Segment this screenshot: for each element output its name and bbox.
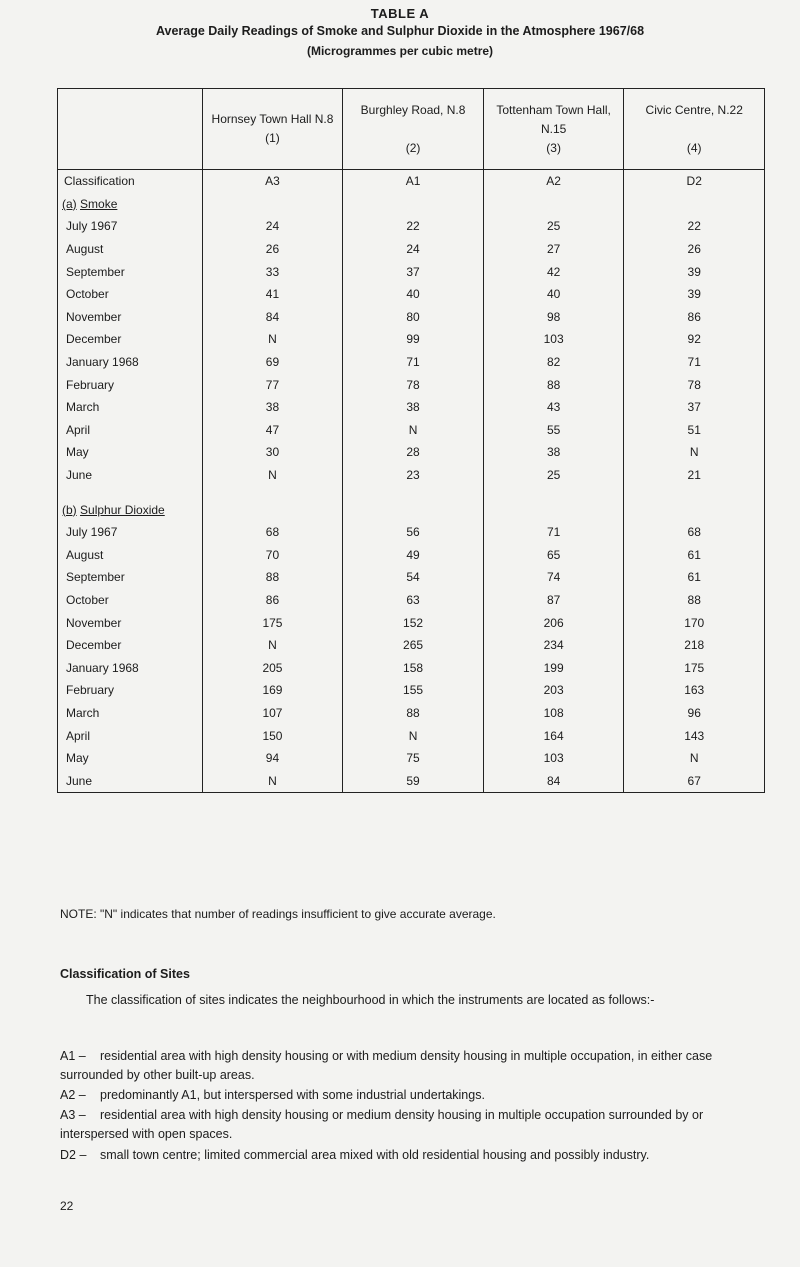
reading-cell: 38	[343, 396, 484, 419]
reading-cell: 40	[343, 283, 484, 306]
column-header: Burghley Road, N.8 (2)	[343, 89, 484, 170]
reading-cell: 78	[624, 373, 765, 396]
reading-cell: 170	[624, 611, 765, 634]
reading-cell: 22	[624, 215, 765, 238]
reading-cell: 75	[343, 747, 484, 770]
reading-cell: N	[343, 419, 484, 442]
reading-cell: 24	[202, 215, 343, 238]
reading-cell: 37	[624, 396, 765, 419]
reading-cell: 61	[624, 544, 765, 567]
reading-cell: 150	[202, 724, 343, 747]
reading-cell: N	[343, 724, 484, 747]
reading-cell: 28	[343, 441, 484, 464]
reading-cell: 234	[483, 634, 624, 657]
reading-cell: 59	[343, 769, 484, 792]
reading-cell: 78	[343, 373, 484, 396]
reading-cell: 218	[624, 634, 765, 657]
month-label: December	[66, 638, 122, 653]
reading-cell: 39	[624, 283, 765, 306]
section-label	[58, 193, 203, 216]
section-prefix: (b)	[62, 502, 77, 517]
definition-key: A2 –	[60, 1088, 86, 1102]
reading-cell: N	[202, 464, 343, 487]
month-label: November	[66, 309, 122, 324]
table-row	[58, 283, 765, 306]
reading-cell: 155	[343, 679, 484, 702]
classification-label: Classification	[58, 170, 203, 193]
reading-cell: 143	[624, 724, 765, 747]
table-row	[58, 611, 765, 634]
column-header: Hornsey Town Hall N.8 (1)	[202, 89, 343, 170]
month-label: February	[66, 377, 115, 392]
reading-cell: 77	[202, 373, 343, 396]
reading-cell: 103	[483, 747, 624, 770]
reading-cell: 51	[624, 419, 765, 442]
month-label: September	[66, 570, 125, 585]
reading-cell: 30	[202, 441, 343, 464]
reading-cell: 24	[343, 238, 484, 261]
reading-cell: 42	[483, 260, 624, 283]
table-title: TABLE A	[370, 6, 430, 21]
reading-cell: 98	[483, 306, 624, 329]
month-label: March	[66, 705, 100, 720]
column-header: Civic Centre, N.22 (4)	[624, 89, 765, 170]
reading-cell: 164	[483, 724, 624, 747]
table-row	[58, 351, 765, 374]
month-label: December	[66, 332, 122, 347]
section-title: Smoke	[80, 196, 118, 211]
reading-cell: 71	[624, 351, 765, 374]
definition-d2	[60, 1146, 770, 1165]
table-row	[58, 702, 765, 725]
reading-cell: 27	[483, 238, 624, 261]
definition-key: A3 –	[60, 1108, 86, 1122]
classification-row	[58, 170, 765, 193]
table-row	[58, 260, 765, 283]
reading-cell: 206	[483, 611, 624, 634]
reading-cell: 38	[483, 441, 624, 464]
table-row	[58, 373, 765, 396]
month-label: February	[66, 683, 115, 698]
reading-cell: 25	[483, 464, 624, 487]
reading-cell: 163	[624, 679, 765, 702]
classification-cell: A1	[343, 170, 484, 193]
reading-cell: 80	[343, 306, 484, 329]
reading-cell: 68	[202, 521, 343, 544]
definition-key: D2 –	[60, 1148, 87, 1162]
classification-cell: A3	[202, 170, 343, 193]
reading-cell: 43	[483, 396, 624, 419]
header-corner	[58, 89, 203, 170]
reading-cell: 107	[202, 702, 343, 725]
reading-cell: 71	[343, 351, 484, 374]
table-row	[58, 419, 765, 442]
month-label: August	[66, 242, 104, 257]
month-label: August	[66, 547, 104, 562]
table-row	[58, 521, 765, 544]
reading-cell: 56	[343, 521, 484, 544]
reading-cell: 175	[202, 611, 343, 634]
table-subtitle: Average Daily Readings of Smoke and Sulphur Dioxide in the Atmosphere 1967/68	[155, 24, 645, 38]
definition-text: small town centre; limited commercial area mixed with old residential housing and possibly industry.	[100, 1148, 650, 1162]
reading-cell: 199	[483, 656, 624, 679]
section-heading-sulphur	[58, 498, 765, 521]
month-label: January 1968	[66, 660, 139, 675]
reading-cell: 84	[202, 306, 343, 329]
month-label: March	[66, 400, 100, 415]
table-row	[58, 724, 765, 747]
reading-cell: 22	[343, 215, 484, 238]
reading-cell: 21	[624, 464, 765, 487]
column-header-row	[58, 89, 765, 170]
reading-cell: N	[202, 634, 343, 657]
reading-cell: 103	[483, 328, 624, 351]
table-row	[58, 747, 765, 770]
reading-cell: 86	[202, 589, 343, 612]
reading-cell: 158	[343, 656, 484, 679]
table-row	[58, 328, 765, 351]
table-row	[58, 566, 765, 589]
month-label: September	[66, 264, 125, 279]
reading-cell: 70	[202, 544, 343, 567]
classification-intro: The classification of sites indicates the neighbourhood in which the instruments are located as follows:-	[86, 993, 655, 1007]
section-title: Sulphur Dioxide	[80, 502, 165, 517]
definition-a3	[60, 1106, 770, 1144]
reading-cell: N	[624, 747, 765, 770]
table-row	[58, 544, 765, 567]
reading-cell: N	[202, 769, 343, 792]
table-row	[58, 441, 765, 464]
reading-cell: 265	[343, 634, 484, 657]
reading-cell: 47	[202, 419, 343, 442]
readings-table	[57, 88, 765, 793]
reading-cell: 88	[343, 702, 484, 725]
reading-cell: 68	[624, 521, 765, 544]
classification-cell: A2	[483, 170, 624, 193]
reading-cell: 96	[624, 702, 765, 725]
reading-cell: 26	[202, 238, 343, 261]
reading-cell: 71	[483, 521, 624, 544]
month-label: January 1968	[66, 355, 139, 370]
month-label: June	[66, 773, 93, 788]
definition-text: residential area with high density housing or with medium density housing in multiple occupation, in either case surrounded by other built-up areas.	[60, 1049, 713, 1082]
reading-cell: 88	[624, 589, 765, 612]
reading-cell: 33	[202, 260, 343, 283]
column-header: Tottenham Town Hall, N.15 (3)	[483, 89, 624, 170]
month-label: May	[66, 445, 89, 460]
definition-a2	[60, 1086, 770, 1105]
reading-cell: N	[624, 441, 765, 464]
reading-cell: 92	[624, 328, 765, 351]
month-label: November	[66, 615, 122, 630]
reading-cell: 54	[343, 566, 484, 589]
month-label: October	[66, 287, 109, 302]
reading-cell: N	[202, 328, 343, 351]
page-number: 22	[60, 1199, 74, 1213]
reading-cell: 25	[483, 215, 624, 238]
reading-cell: 88	[202, 566, 343, 589]
section-heading-smoke	[58, 193, 765, 216]
reading-cell: 84	[483, 769, 624, 792]
reading-cell: 99	[343, 328, 484, 351]
table-row	[58, 306, 765, 329]
classification-cell: D2	[624, 170, 765, 193]
definition-key: A1 –	[60, 1049, 86, 1063]
reading-cell: 94	[202, 747, 343, 770]
table-row	[58, 215, 765, 238]
reading-cell: 37	[343, 260, 484, 283]
classification-heading: Classification of Sites	[60, 967, 190, 981]
reading-cell: 63	[343, 589, 484, 612]
reading-cell: 108	[483, 702, 624, 725]
table-row	[58, 238, 765, 261]
reading-cell: 69	[202, 351, 343, 374]
reading-cell: 152	[343, 611, 484, 634]
reading-cell: 87	[483, 589, 624, 612]
definition-a1	[60, 1047, 770, 1085]
reading-cell: 67	[624, 769, 765, 792]
definition-text: predominantly A1, but interspersed with some industrial undertakings.	[100, 1088, 485, 1102]
month-label: June	[66, 468, 93, 483]
month-label: April	[66, 422, 91, 437]
definition-text: residential area with high density housing or medium density housing in multiple occupation surrounded by or interspersed with open spaces.	[60, 1108, 704, 1141]
section-spacer	[58, 486, 765, 498]
reading-cell: 26	[624, 238, 765, 261]
table-row	[58, 769, 765, 792]
reading-cell: 40	[483, 283, 624, 306]
table-row	[58, 656, 765, 679]
table-row	[58, 464, 765, 487]
month-label: May	[66, 751, 89, 766]
reading-cell: 169	[202, 679, 343, 702]
reading-cell: 175	[624, 656, 765, 679]
table-note: NOTE: "N" indicates that number of readings insufficient to give accurate average.	[60, 907, 496, 921]
reading-cell: 74	[483, 566, 624, 589]
reading-cell: 65	[483, 544, 624, 567]
section-prefix: (a)	[62, 196, 77, 211]
table-row	[58, 589, 765, 612]
month-label: April	[66, 728, 91, 743]
table-units: (Microgrammes per cubic metre)	[306, 44, 494, 58]
reading-cell: 61	[624, 566, 765, 589]
reading-cell: 203	[483, 679, 624, 702]
reading-cell: 41	[202, 283, 343, 306]
reading-cell: 205	[202, 656, 343, 679]
reading-cell: 49	[343, 544, 484, 567]
month-label: July 1967	[66, 525, 118, 540]
reading-cell: 82	[483, 351, 624, 374]
table-row	[58, 396, 765, 419]
section-label	[58, 498, 203, 521]
reading-cell: 38	[202, 396, 343, 419]
reading-cell: 39	[624, 260, 765, 283]
reading-cell: 23	[343, 464, 484, 487]
reading-cell: 55	[483, 419, 624, 442]
table-row	[58, 634, 765, 657]
reading-cell: 88	[483, 373, 624, 396]
month-label: October	[66, 592, 109, 607]
table-row	[58, 679, 765, 702]
reading-cell: 86	[624, 306, 765, 329]
month-label: July 1967	[66, 219, 118, 234]
